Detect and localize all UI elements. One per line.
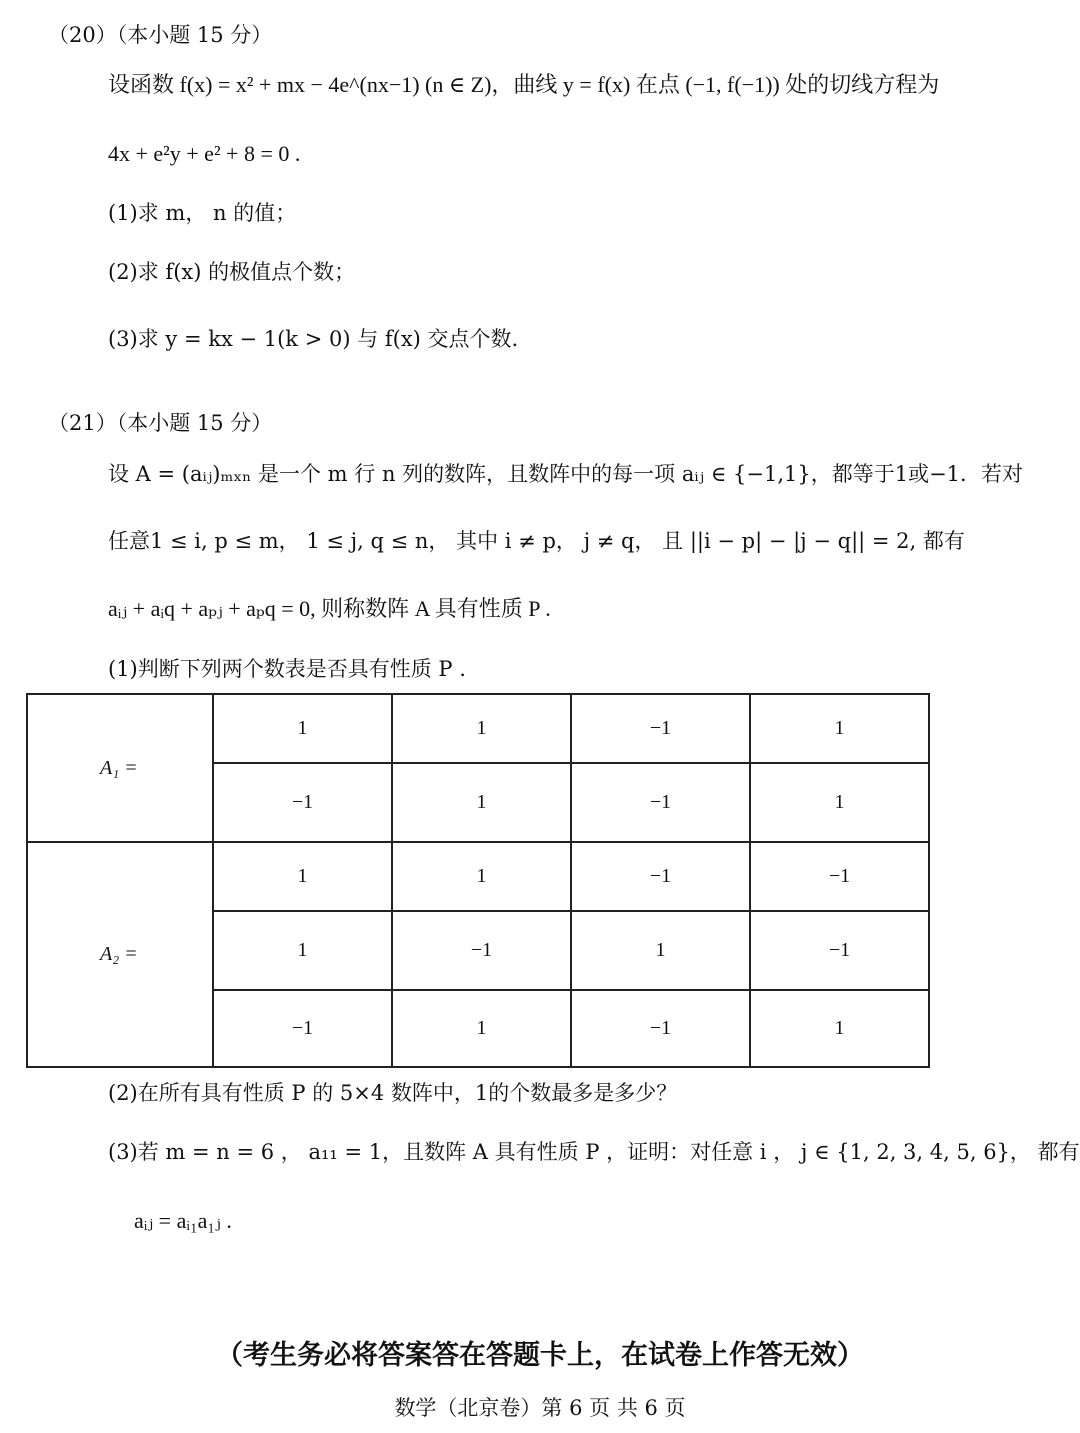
q21-part3-line1: (3)若 m = n = 6 ， a₁₁ = 1，且数阵 A 具有性质 P ，证明：对任意 i ， j ∈ {1, 2, 3, 4, 5, 6}， 都有 [108,1140,1080,1164]
q20-stem-line2: 4x + e²y + e² + 8 = 0 . [108,141,301,166]
q20-header: （20）（本小题 15 分） [48,23,273,47]
matrix-cell: 1 [213,842,392,911]
table-row [27,842,929,911]
q20-stem-line1: 设函数 f(x) = x² + mx − 4e^(nx−1) (n ∈ Z)，曲线 y = f(x) 在点 (−1, f(−1)) 处的切线方程为 [108,72,940,97]
q21-part1: (1)判断下列两个数表是否具有性质 P . [108,657,466,681]
matrix-cell: 1 [213,694,392,763]
matrix-cell: 1 [392,763,571,842]
matrix-cell: 1 [750,763,929,842]
q21-stem-line3: aᵢⱼ + aᵢq + aₚⱼ + aₚq = 0, 则称数阵 A 具有性质 P . [108,596,551,621]
matrix-cell: 1 [213,911,392,990]
matrix-a1-label: A₁ = [27,694,213,842]
matrix-cell: 1 [392,694,571,763]
page-footer: 数学（北京卷）第 6 页 共 6 页 [394,1396,686,1420]
matrix-a2-label: A₂ = [27,842,213,1067]
matrix-cell: 1 [392,842,571,911]
q20-part2: (2)求 f(x) 的极值点个数； [108,260,356,284]
table-row [27,694,929,763]
q21-header: （21）（本小题 15 分） [48,411,273,435]
matrix-cell: −1 [213,990,392,1067]
q21-part3-line2: aᵢⱼ = aᵢ₁a₁ⱼ . [134,1208,232,1233]
matrix-cell: −1 [571,842,750,911]
matrix-cell: −1 [392,911,571,990]
matrix-cell: 1 [750,990,929,1067]
q21-part2: (2)在所有具有性质 P 的 5×4 数阵中，1的个数最多是多少？ [108,1081,678,1105]
matrix-cell: −1 [750,842,929,911]
matrix-cell: −1 [750,911,929,990]
exam-notice: （考生务必将答案答在答题卡上，在试卷上作答无效） [216,1340,864,1371]
q21-stem-line1: 设 A = (aᵢⱼ)ₘₓₙ 是一个 m 行 n 列的数阵，且数阵中的每一项 aᵢⱼ ∈ {−1,1}，都等于1或−1．若对 [108,462,1024,486]
q20-part3: (3)求 y = kx − 1(k > 0) 与 f(x) 交点个数. [108,327,519,351]
matrix-cell: −1 [571,990,750,1067]
matrix-cell: 1 [571,911,750,990]
q20-part1: (1)求 m， n 的值； [108,201,297,225]
q21-stem-line2: 任意1 ≤ i, p ≤ m， 1 ≤ j, q ≤ n， 其中 i ≠ p， j ≠ q， 且 ||i − p| − |j − q|| = 2, 都有 [108,529,965,553]
matrix-cell: 1 [750,694,929,763]
matrix-cell: −1 [571,763,750,842]
matrix-cell: −1 [571,694,750,763]
matrix-cell: −1 [213,763,392,842]
matrix-table [26,693,930,1068]
matrix-cell: 1 [392,990,571,1067]
